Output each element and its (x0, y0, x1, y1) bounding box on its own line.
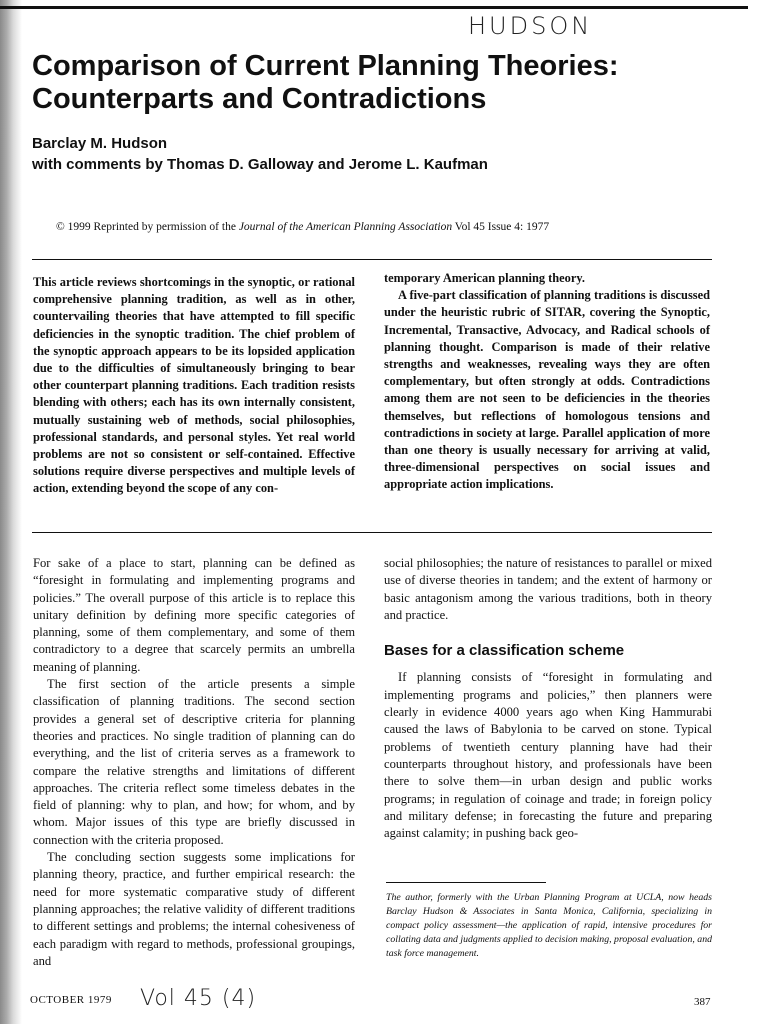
journal-name: Journal of the American Planning Association (238, 221, 453, 233)
author-footnote: The author, formerly with the Urban Planning Program at UCLA, now heads Barclay Hudson & Associates in Santa Monica, California, specializing in compact policy assessment—the application of rapid, intensive procedures for collating data and judgments applied to decision making, proposal evaluation, and task force management. (386, 892, 712, 959)
abstract-right-text-1: temporary American planning theory. (384, 271, 585, 285)
top-rule (0, 6, 748, 9)
handwritten-note: HUDSON (468, 12, 593, 40)
issue-date: OCTOBER 1979 (30, 994, 112, 1006)
body-right-paragraph-2: If planning consists of “foresight in formulating and implementing programs and policies,” then planners were clearly in evidence 4000 years ago when King Hammurabi caused the laws of Babylonia to be carved on stone. Typical problems of twentieth century planning have had their counterparts throughout history, and professionals have been there to solve them—in urban design and public works programs; in regulation of coinage and trade; in foreign policy and military defense; in forecasting the future and preparing against calamity; in pushing back geo- (384, 670, 712, 841)
abstract-right-column (384, 270, 710, 494)
handwritten-volume: Vol 45 (4) (140, 986, 257, 1011)
author-name: Barclay M. Hudson (32, 135, 168, 152)
body-left-paragraph-1: For sake of a place to start, planning can be defined as “foresight in formulating and implementing programs and policies.” The overall purpose of this article is to replace this unitary definition by defining more specific categories of planning, some of them complementary, and some of them contradictory to a degree that scarcely permits an umbrella meaning of planning. (33, 556, 355, 674)
article-title (32, 50, 732, 116)
author-block (32, 133, 488, 175)
title-line-2: Counterparts and Contradictions (32, 83, 487, 115)
commentators: with comments by Thomas D. Galloway and Jerome L. Kaufman (32, 156, 488, 173)
reprint-notice (56, 221, 549, 233)
abstract-left-text: This article reviews shortcomings in the synoptic, or rational comprehensive planning tradition, as well as in other, countervailing theories that have attempted to fill specific deficiencies in the synoptic tradition. The chief problem of the synoptic approach appears to be its lopsided application due to the difficulties of simultaneously bringing to bear other counterpart planning traditions. Each tradition resists blending with others; each has its own internally consistent, mutually sustaining web of methods, social philosophies, professional standards, and personal styles. Yet real world problems are not so consistent or self-contained. Effective solutions require diverse perspectives and multiple levels of action, extending beyond the scope of any con- (33, 275, 355, 496)
scan-page-edge (0, 0, 22, 1024)
body-left-column (33, 555, 355, 970)
reprint-prefix: © 1999 Reprinted by permission of the (56, 221, 239, 233)
title-line-1: Comparison of Current Planning Theories: (32, 50, 619, 82)
abstract-left-column (33, 274, 355, 498)
footnote-rule (386, 882, 546, 883)
page-number: 387 (694, 996, 711, 1008)
reprint-suffix: Vol 45 Issue 4: 1977 (452, 221, 550, 233)
abstract-right-text-2: A five-part classification of planning traditions is discussed under the heuristic rubric of SITAR, covering the Synoptic, Incremental, Transactive, Advocacy, and Radical schools of planning thought. Comparison is made of their relative strengths and weaknesses, revealing ways they are often complementary, but often strongly at odds. Contradictions among them are not seen to be deficiencies in the theories themselves, but reflections of homologous tensions and contradictions in society at large. Parallel application of more than one theory is usually necessary for arriving at valid, three-dimensional perspectives on social issues and appropriate action implications. (384, 288, 710, 492)
abstract-top-rule (32, 259, 712, 260)
body-left-paragraph-3: The concluding section suggests some implications for planning theory, practice, and further empirical research: the need for more systematic comparative study of different planning approaches; the relative validity of different traditions to different settings and problems; the internal cohesiveness of each paradigm with regard to methods, professional groupings, and (33, 850, 355, 968)
body-right-column (384, 555, 712, 842)
section-heading: Bases for a classification scheme (384, 642, 625, 660)
body-left-paragraph-2: The first section of the article presents a simple classification of planning traditions. The second section provides a general set of descriptive criteria for planning theories and practices. No single tradition of planning can do everything, and the list of criteria serves as a framework to compare the relative strengths and limitations of different approaches. The criteria reflect some timeless debates in the field of planning: why to plan, and how; for whom, and by whom. Major issues of this type are briefly discussed in connection with the criteria proposed. (33, 677, 355, 847)
body-right-paragraph-1: social philosophies; the nature of resistances to parallel or mixed use of diverse theories in tandem; and the extent of harmony or basic antagonism among the various traditions, both in theory and practice. (384, 556, 712, 622)
abstract-bottom-rule (32, 532, 712, 533)
footnote-block (386, 882, 712, 961)
